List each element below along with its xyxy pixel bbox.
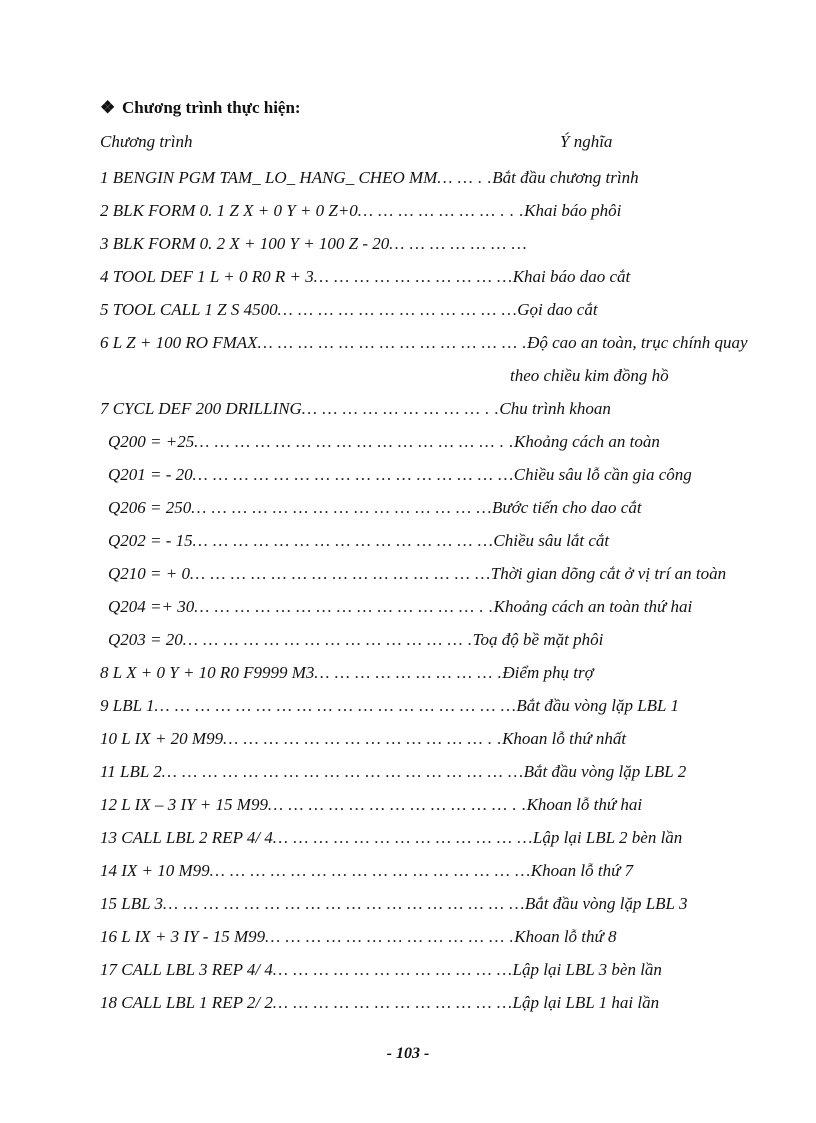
program-line-meaning: Khoảng cách an toàn xyxy=(513,432,660,451)
program-line-code: 16 L IX + 3 IY - 15 M99 xyxy=(100,927,266,946)
program-line xyxy=(108,629,768,651)
program-line-code: 7 CYCL DEF 200 DRILLING xyxy=(100,399,302,418)
program-line-code: 2 BLK FORM 0. 1 Z X + 0 Y + 0 Z+0 xyxy=(100,201,358,220)
leader-dots: … … … … … … … … … … … … xyxy=(272,960,513,979)
program-line xyxy=(108,530,768,552)
program-line-meaning: Điểm phụ trợ xyxy=(502,663,594,682)
leader-dots: … … … … … … … … … . xyxy=(314,663,503,682)
section-heading-text: Chương trình thực hiện: xyxy=(122,98,301,117)
program-line-code: 1 BENGIN PGM TAM_ LO_ HANG_ CHEO MM xyxy=(100,168,438,187)
program-line-code: 9 LBL 1 xyxy=(100,696,155,715)
program-line-meaning: Chu trình khoan xyxy=(499,399,611,418)
program-line-meaning: Khai báo phôi xyxy=(524,201,622,220)
program-line-meaning: Lập lại LBL 3 bèn lần xyxy=(512,960,662,979)
program-line-code: 3 BLK FORM 0. 2 X + 100 Y + 100 Z - 20 xyxy=(100,234,390,253)
program-line-meaning: Khoan lỗ thứ 8 xyxy=(514,927,617,946)
program-line-meaning: Toạ độ bề mặt phôi xyxy=(472,630,604,649)
leader-dots: … … … … … … … … … … … … … xyxy=(272,828,533,847)
column-header-program: Chương trình xyxy=(100,132,193,151)
program-line-code: 5 TOOL CALL 1 Z S 4500 xyxy=(100,300,278,319)
leader-dots: … … … … … … … … … … … … … … . . xyxy=(194,597,494,616)
leader-dots: … … … … … … … … … … … … … … … … xyxy=(209,861,531,880)
leader-dots: … … … … … … … … … … … … … … … xyxy=(191,498,492,517)
program-line-code: Q210 = + 0 xyxy=(108,564,190,583)
program-line-meaning: Khoan lỗ thứ nhất xyxy=(502,729,627,748)
program-line-code: 18 CALL LBL 1 REP 2/ 2 xyxy=(100,993,273,1012)
program-line-code: 8 L X + 0 Y + 10 R0 F9999 M3 xyxy=(100,663,315,682)
program-line xyxy=(108,464,768,486)
column-header-meaning: Ý nghĩa xyxy=(560,132,613,151)
leader-dots: … … … … … … … … … … … … … … … xyxy=(192,531,494,550)
program-line-code: 10 L IX + 20 M99 xyxy=(100,729,224,748)
program-line-code: Q201 = - 20 xyxy=(108,465,193,484)
program-line-code: Q200 = +25 xyxy=(108,432,195,451)
leader-dots: … … … … … … … … … … … … … … … … … … xyxy=(154,696,517,715)
program-line xyxy=(100,233,760,255)
program-line-meaning: Gọi dao cắt xyxy=(517,300,598,319)
leader-dots: … … . . xyxy=(437,168,493,187)
program-line xyxy=(100,893,760,915)
leader-dots: … … … … … … … … … … … … … … … … … … xyxy=(161,762,524,781)
program-line-code: Q202 = - 15 xyxy=(108,531,193,550)
section-heading xyxy=(100,98,301,118)
program-line-meaning: Bước tiến cho dao cắt xyxy=(492,498,642,517)
leader-dots: … … … … … … … … … … … … xyxy=(277,300,518,319)
leader-dots: … … … … … … … … … … … … … … … … xyxy=(192,465,514,484)
leader-dots: … … … … … … … … … … … … … … … . . xyxy=(194,432,514,451)
program-line-code: 4 TOOL DEF 1 L + 0 R0 R + 3 xyxy=(100,267,314,286)
program-line-code: Q206 = 250 xyxy=(108,498,192,517)
program-line xyxy=(100,332,760,354)
program-line-code: 17 CALL LBL 3 REP 4/ 4 xyxy=(100,960,273,979)
program-line xyxy=(100,794,760,816)
row-6-meaning-continuation: theo chiều kim đồng hồ xyxy=(510,366,669,385)
program-line-meaning: Chiều sâu lắt cắt xyxy=(493,531,610,550)
diamond-bullet-icon: ❖ xyxy=(100,98,116,117)
program-line xyxy=(100,299,760,321)
program-line-code: Q203 = 20 xyxy=(108,630,183,649)
program-line-meaning: Khai báo dao cắt xyxy=(512,267,631,286)
program-line-code: Q204 =+ 30 xyxy=(108,597,195,616)
program-line-meaning: Bắt đầu vòng lặp LBL 1 xyxy=(516,696,679,715)
leader-dots: … … … … … … … … … . . xyxy=(301,399,500,418)
program-line xyxy=(108,497,768,519)
leader-dots: … … … … … … … . . . xyxy=(357,201,525,220)
program-line xyxy=(100,959,760,981)
program-line xyxy=(100,926,760,948)
program-line-meaning: Khoan lỗ thứ 7 xyxy=(530,861,634,880)
program-line-code: 15 LBL 3 xyxy=(100,894,163,913)
program-line-meaning: Thời gian dõng cắt ở vị trí an toàn xyxy=(490,564,727,583)
program-line xyxy=(100,761,760,783)
program-line-meaning: Chiều sâu lỗ cần gia công xyxy=(513,465,692,484)
program-line-code: 13 CALL LBL 2 REP 4/ 4 xyxy=(100,828,273,847)
leader-dots: … … … … … … … … … … … … … … … … … … xyxy=(163,894,525,913)
program-line xyxy=(100,827,760,849)
program-line xyxy=(100,266,760,288)
program-line xyxy=(100,695,760,717)
leader-dots: … … … … … … … xyxy=(389,234,528,253)
program-line xyxy=(100,992,760,1014)
program-line xyxy=(108,563,768,585)
leader-dots: … … … … … … … … … … … … … … … xyxy=(189,564,491,583)
program-line-code: 12 L IX – 3 IY + 15 M99 xyxy=(100,795,268,814)
leader-dots: … … … … … … … … … … … … . xyxy=(265,927,515,946)
program-line xyxy=(100,398,760,420)
leader-dots: … … … … … … … … … … … … … . . xyxy=(223,729,503,748)
program-line xyxy=(100,728,760,750)
page-number: - 103 - xyxy=(386,1045,430,1062)
leader-dots: … … … … … … … … … … … … xyxy=(272,993,513,1012)
leader-dots: … … … … … … … … … … … … . . xyxy=(267,795,527,814)
program-line-code: 6 L Z + 100 RO FMAX xyxy=(100,333,258,352)
program-line-meaning: Bắt đầu chương trình xyxy=(492,168,639,187)
program-line xyxy=(100,167,760,189)
program-line-meaning: Khoảng cách an toàn thứ hai xyxy=(493,597,693,616)
program-line-meaning: Bắt đầu vòng lặp LBL 2 xyxy=(523,762,687,781)
program-line-meaning: Khoan lỗ thứ hai xyxy=(526,795,643,814)
program-line-meaning: Độ cao an toàn, trục chính quay xyxy=(527,333,748,352)
program-line-meaning: Lập lại LBL 2 bèn lần xyxy=(532,828,683,847)
program-line xyxy=(100,662,760,684)
program-line xyxy=(108,431,768,453)
program-line-meaning: Bắt đầu vòng lặp LBL 3 xyxy=(524,894,688,913)
leader-dots: … … … … … … … … … … xyxy=(313,267,513,286)
program-line-meaning: Lập lại LBL 1 hai lần xyxy=(512,993,660,1012)
program-line xyxy=(100,860,760,882)
leader-dots: … … … … … … … … … … … … … … . xyxy=(182,630,473,649)
program-line xyxy=(100,200,760,222)
leader-dots: … … … … … … … … … … … … … . xyxy=(257,333,528,352)
program-line-code: 14 IX + 10 M99 xyxy=(100,861,210,880)
program-line xyxy=(108,596,768,618)
program-line-code: 11 LBL 2 xyxy=(100,762,162,781)
